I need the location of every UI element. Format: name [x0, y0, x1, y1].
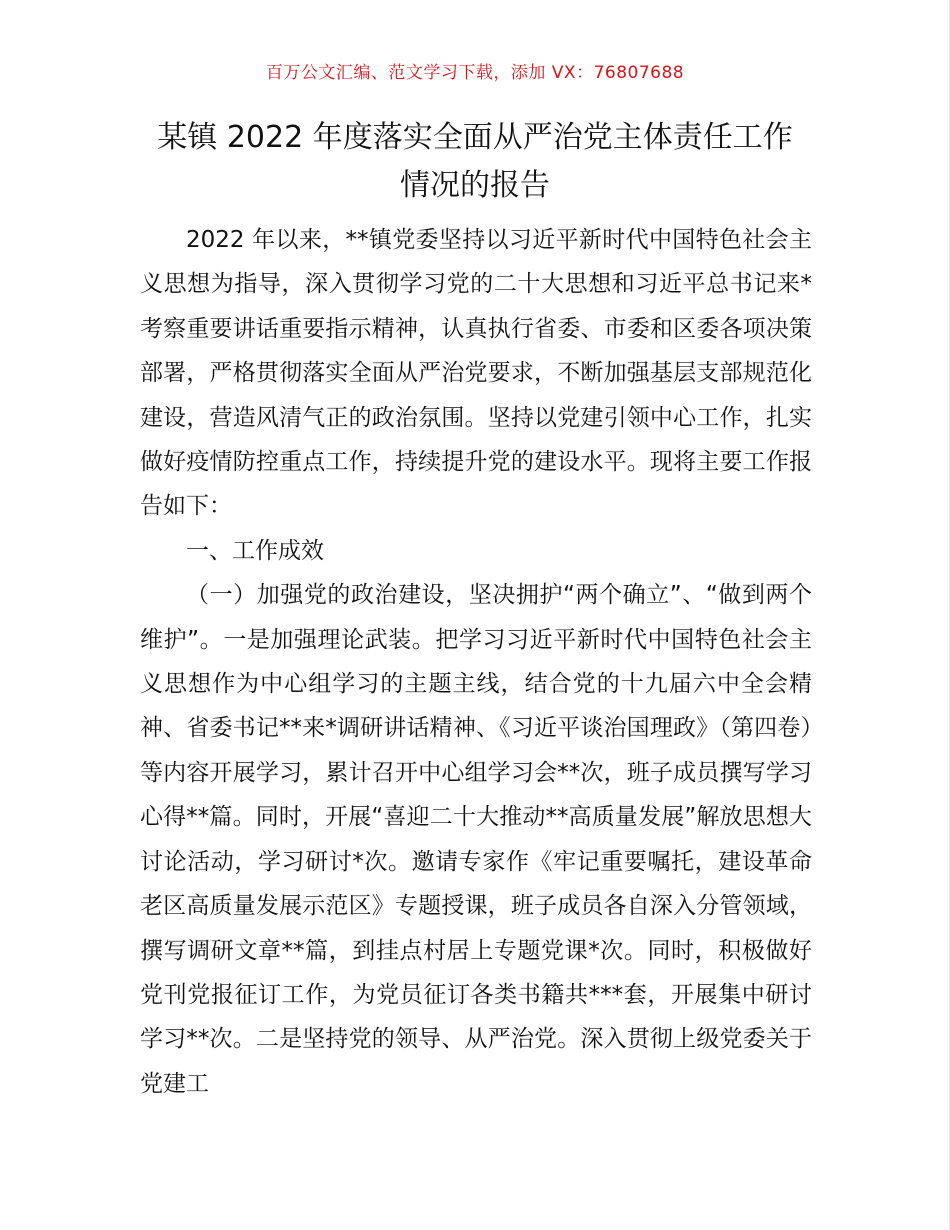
section-paragraph: （一）加强党的政治建设，坚决拥护“两个确立”、“做到两个维护”。一是加强理论武装。把学习习近平新时代中国特色社会主义思想作为中心组学习的主题主线，结合党的十九届六中全会精神、省委书记**来*调研讲话精神、《习近平谈治国理政》（第四卷）等内容开展学习，累计召开中心组学习会**次，班子成员撰写学习心得**篇。同时，开展“喜迎二十大推动**高质量发展”解放思想大讨论活动，学习研讨*次。邀请专家作《牢记重要嘱托，建设革命老区高质量发展示范区》专题授课，班子成员各自深入分管领域，撰写调研文章**篇，到挂点村居上专题党课*次。同时，积极做好党刊党报征订工作，为党员征订各类书籍共***套，开展集中研讨学习**次。二是坚持党的领导、从严治党。深入贯彻上级党委关于党建工: [140, 582, 812, 1097]
document-body: [140, 218, 812, 1106]
section-heading-achievements: 一、工作成效: [186, 537, 324, 564]
title-line-1: 某镇 2022 年度落实全面从严治党主体责任工作: [157, 120, 793, 155]
document-title: [100, 114, 850, 210]
intro-paragraph: 2022 年以来，**镇党委坚持以习近平新时代中国特色社会主义思想为指导，深入贯彻学习党的二十大思想和习近平总书记来*考察重要讲话重要指示精神，认真执行省委、市委和区委各项决策部署，严格贯彻落实全面从严治党要求，不断加强基层支部规范化建设，营造风清气正的政治氛围。坚持以党建引领中心工作，扎实做好疫情防控重点工作，持续提升党的建设水平。现将主要工作报告如下：: [140, 227, 812, 520]
header-note: 百万公文汇编、范文学习下载，添加 VX：76807688: [265, 63, 685, 83]
title-line-2: 情况的报告: [400, 168, 550, 203]
